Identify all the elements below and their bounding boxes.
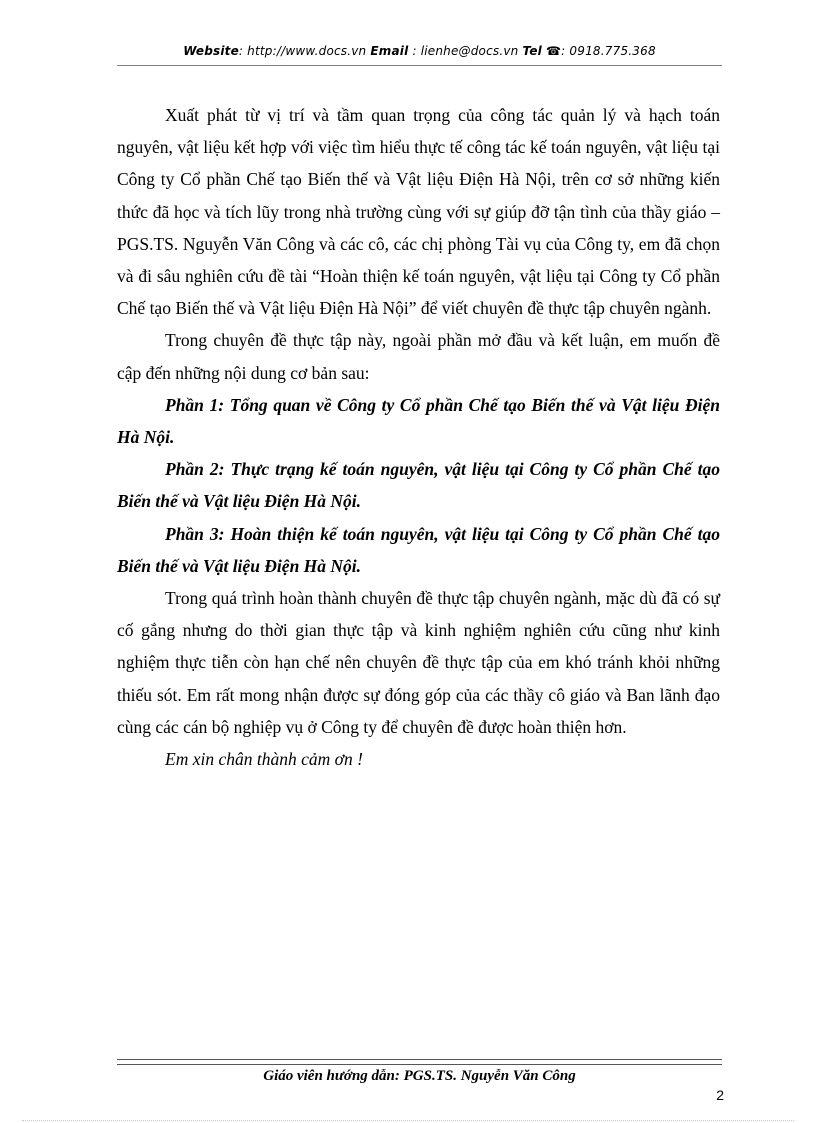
part-1-heading: Phần 1: Tổng quan về Công ty Cổ phần Chế tạo Biến thế và Vật liệu Điện Hà Nội. <box>117 394 720 448</box>
email-link[interactable]: : lienhe@docs.vn <box>412 44 519 58</box>
document-body <box>117 99 720 775</box>
thanks-line: Em xin chân thành cảm ơn ! <box>165 749 363 770</box>
tel-label: Tel <box>522 44 542 58</box>
footer-rule <box>117 1059 722 1065</box>
intro-paragraph: Xuất phát từ vị trí và tầm quan trọng của công tác quản lý và hạch toán nguyên, vật liệu kết hợp với việc tìm hiểu thực tế công tác kế toán nguyên, vật liệu tại Công ty Cổ phần Chế tạo Biến thế và Vật liệu Điện Hà Nội, trên cơ sở những kiến thức đã học và tích lũy trong nhà trường cùng với sự giúp đỡ tận tình của thầy giáo – PGS.TS. Nguyễn Văn Công và các cô, các chị phòng Tài vụ của Công ty, em đã chọn và đi sâu nghiên cứu đề tài “Hoàn thiện kế toán nguyên, vật liệu tại Công ty Cổ phần Chế tạo Biến thế và Vật liệu Điện Hà Nội” để viết chuyên đề thực tập chuyên ngành. <box>117 105 720 319</box>
tel-value: : 0918.775.368 <box>561 44 656 58</box>
scope-paragraph: Trong chuyên đề thực tập này, ngoài phần mở đầu và kết luận, em muốn đề cập đến những nội dung cơ bản sau: <box>117 330 720 383</box>
email-label: Email <box>370 44 409 58</box>
page-header <box>117 44 722 58</box>
page-number: 2 <box>716 1087 724 1103</box>
page-bottom-border <box>22 1120 794 1121</box>
header-rule <box>117 65 722 66</box>
footer-advisor: Giáo viên hướng dẫn: PGS.TS. Nguyễn Văn Công <box>263 1068 576 1084</box>
closing-paragraph: Trong quá trình hoàn thành chuyên đề thực tập chuyên ngành, mặc dù đã có sự cố gắng nhưng do thời gian thực tập và kinh nghiệm nghiên cứu cũng như kinh nghiệm thực tiễn còn hạn chế nên chuyên đề thực tập của em khó tránh khỏi những thiếu sót. Em rất mong nhận được sự đóng góp của các thầy cô giáo và Ban lãnh đạo cùng các cán bộ nghiệp vụ ở Công ty để chuyên đề được hoàn thiện hơn. <box>117 588 720 737</box>
website-link[interactable]: : http://www.docs.vn <box>238 44 367 58</box>
part-2-heading: Phần 2: Thực trạng kế toán nguyên, vật liệu tại Công ty Cổ phần Chế tạo Biến thế và Vật liệu Điện Hà Nội. <box>117 459 720 512</box>
phone-icon: ☎ <box>546 44 562 58</box>
part-3-heading: Phần 3: Hoàn thiện kế toán nguyên, vật liệu tại Công ty Cổ phần Chế tạo Biến thế và Vật liệu Điện Hà Nội. <box>117 523 720 576</box>
website-label: Website <box>183 44 239 58</box>
